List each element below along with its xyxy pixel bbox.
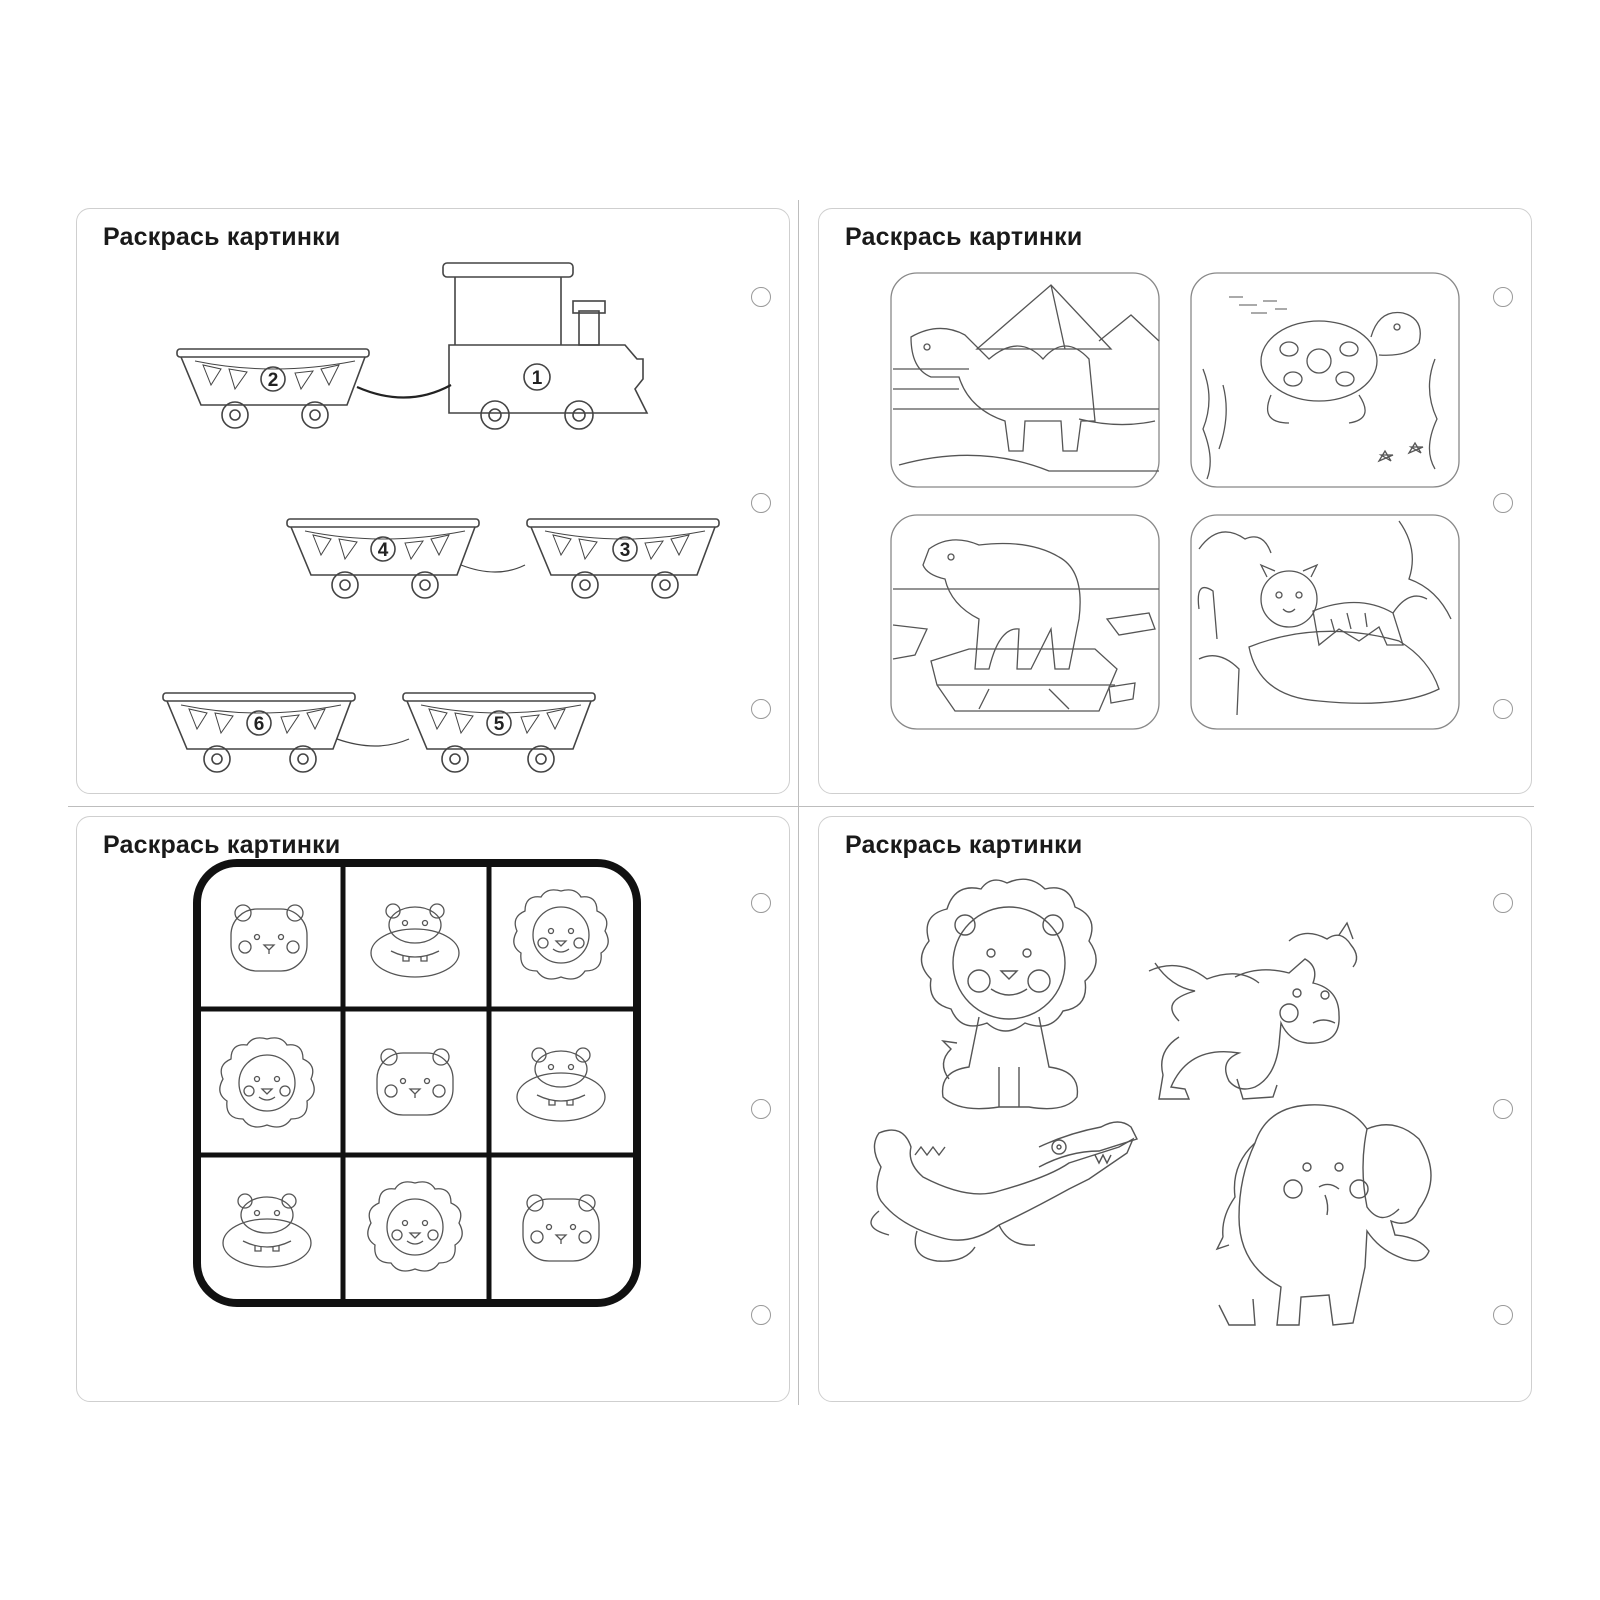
grid-face-hippo [517,1048,605,1121]
grid-face-lion [368,1182,462,1271]
animal-elephant [1217,1105,1431,1325]
train-number-6: 6 [253,714,265,735]
train-number-1: 1 [531,368,543,389]
animal-horse [1149,923,1357,1099]
wagon-5 [403,693,595,772]
scenes-illustration [819,209,1533,795]
page-title: Раскрась картинки [845,831,1083,859]
train-number-5: 5 [493,714,505,735]
locomotive [443,263,647,429]
grid-face-bear [377,1049,453,1115]
wagon-4 [287,519,479,598]
page-title: Раскрась картинки [845,223,1083,251]
wagon-3 [527,519,719,598]
animals-illustration [819,817,1533,1403]
train-illustration [77,209,791,795]
page-title: Раскрась картинки [103,831,341,859]
wagon-2 [177,349,369,428]
train-number-3: 3 [619,540,631,561]
page-scenes [818,208,1532,794]
animal-crocodile [871,1122,1137,1261]
vertical-separator [798,200,799,1405]
grid-face-bear [231,905,307,971]
grid-face-hippo [371,904,459,977]
grid-face-bear [523,1195,599,1261]
grid-face-hippo [223,1194,311,1267]
page-animals [818,816,1532,1402]
wagon-6 [163,693,355,772]
animal-lion [921,879,1096,1108]
page-train [76,208,790,794]
train-number-2: 2 [267,370,279,391]
grid-face-lion [514,890,608,979]
grid-face-lion [220,1038,314,1127]
train-number-4: 4 [377,540,389,561]
page-grid [76,816,790,1402]
scene-turtle [1191,273,1459,487]
horizontal-separator [68,806,1534,807]
scene-camel [891,273,1159,487]
scene-polar-bear [891,515,1159,729]
page-title: Раскрась картинки [103,223,341,251]
scene-tiger [1191,515,1459,729]
faces-grid [77,817,791,1403]
